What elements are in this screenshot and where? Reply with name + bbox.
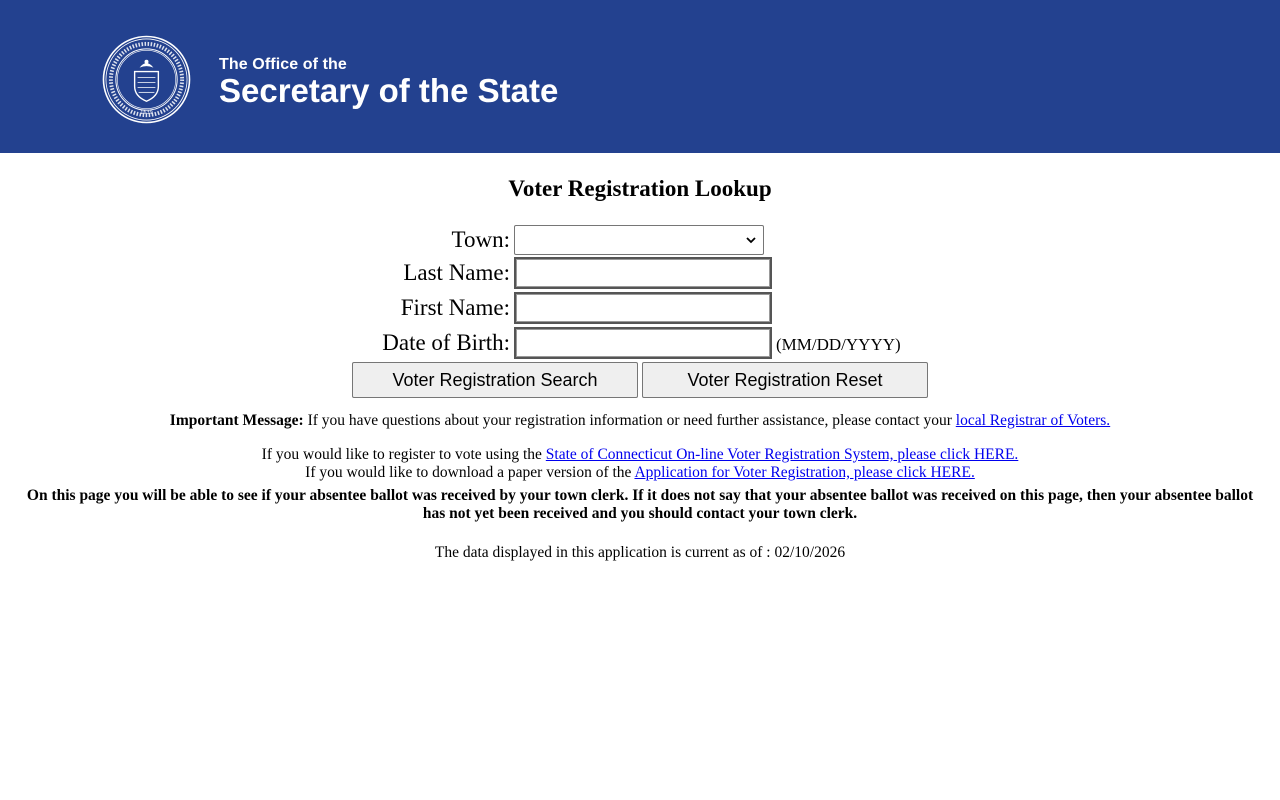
registrar-link[interactable]: local Registrar of Voters. bbox=[955, 412, 1111, 429]
town-select[interactable] bbox=[514, 225, 764, 255]
absentee-notice bbox=[0, 487, 1280, 523]
last-name-label: Last Name: bbox=[403, 260, 510, 285]
online-registration-link[interactable]: State of Connecticut On-line Voter Registration System, please click HERE. bbox=[545, 446, 1019, 463]
download-text: If you would like to download a paper version of the bbox=[305, 464, 635, 481]
dob-input[interactable] bbox=[514, 327, 772, 359]
brand-subtitle: The Office of the bbox=[219, 56, 347, 73]
reset-button[interactable]: Voter Registration Reset bbox=[642, 362, 928, 398]
paper-application-link[interactable]: Application for Voter Registration, please click HERE. bbox=[634, 464, 975, 481]
important-message-text: If you have questions about your registration information or need further assistance, please contact your bbox=[303, 412, 956, 429]
register-text: If you would like to register to vote using the bbox=[261, 446, 546, 463]
page-title: Voter Registration Lookup bbox=[508, 176, 772, 201]
absentee-notice-line1: On this page you will be able to see if your absentee ballot was received by your town clerk. If it does not say that your absentee ballot was received on this page, then your absentee ballot bbox=[26, 487, 1254, 504]
search-button[interactable]: Voter Registration Search bbox=[352, 362, 638, 398]
absentee-notice-line2: has not yet been received and you should contact your town clerk. bbox=[422, 505, 858, 522]
brand-title: Secretary of the State bbox=[219, 72, 559, 109]
seal-year: 1639 bbox=[140, 110, 153, 117]
first-name-input[interactable] bbox=[514, 292, 772, 324]
brand-logo[interactable] bbox=[219, 56, 558, 109]
last-name-row bbox=[0, 257, 1280, 289]
chevron-down-icon bbox=[745, 234, 757, 246]
dob-label: Date of Birth: bbox=[382, 330, 510, 355]
last-name-input[interactable] bbox=[514, 257, 772, 289]
dob-format-hint: (MM/DD/YYYY) bbox=[776, 335, 901, 354]
important-message bbox=[0, 412, 1280, 430]
form-buttons bbox=[0, 362, 1280, 398]
download-message bbox=[0, 464, 1280, 482]
first-name-row bbox=[0, 292, 1280, 324]
town-label: Town: bbox=[451, 227, 510, 252]
data-current-as-of: The data displayed in this application is current as of : 02/10/2026 bbox=[434, 544, 846, 561]
first-name-label: First Name: bbox=[400, 295, 510, 320]
site-header bbox=[0, 0, 1280, 153]
state-seal-icon bbox=[102, 35, 191, 124]
dob-row bbox=[0, 327, 1280, 359]
register-message bbox=[0, 446, 1280, 464]
town-row bbox=[0, 224, 1280, 256]
important-message-prefix: Important Message: bbox=[169, 412, 304, 429]
